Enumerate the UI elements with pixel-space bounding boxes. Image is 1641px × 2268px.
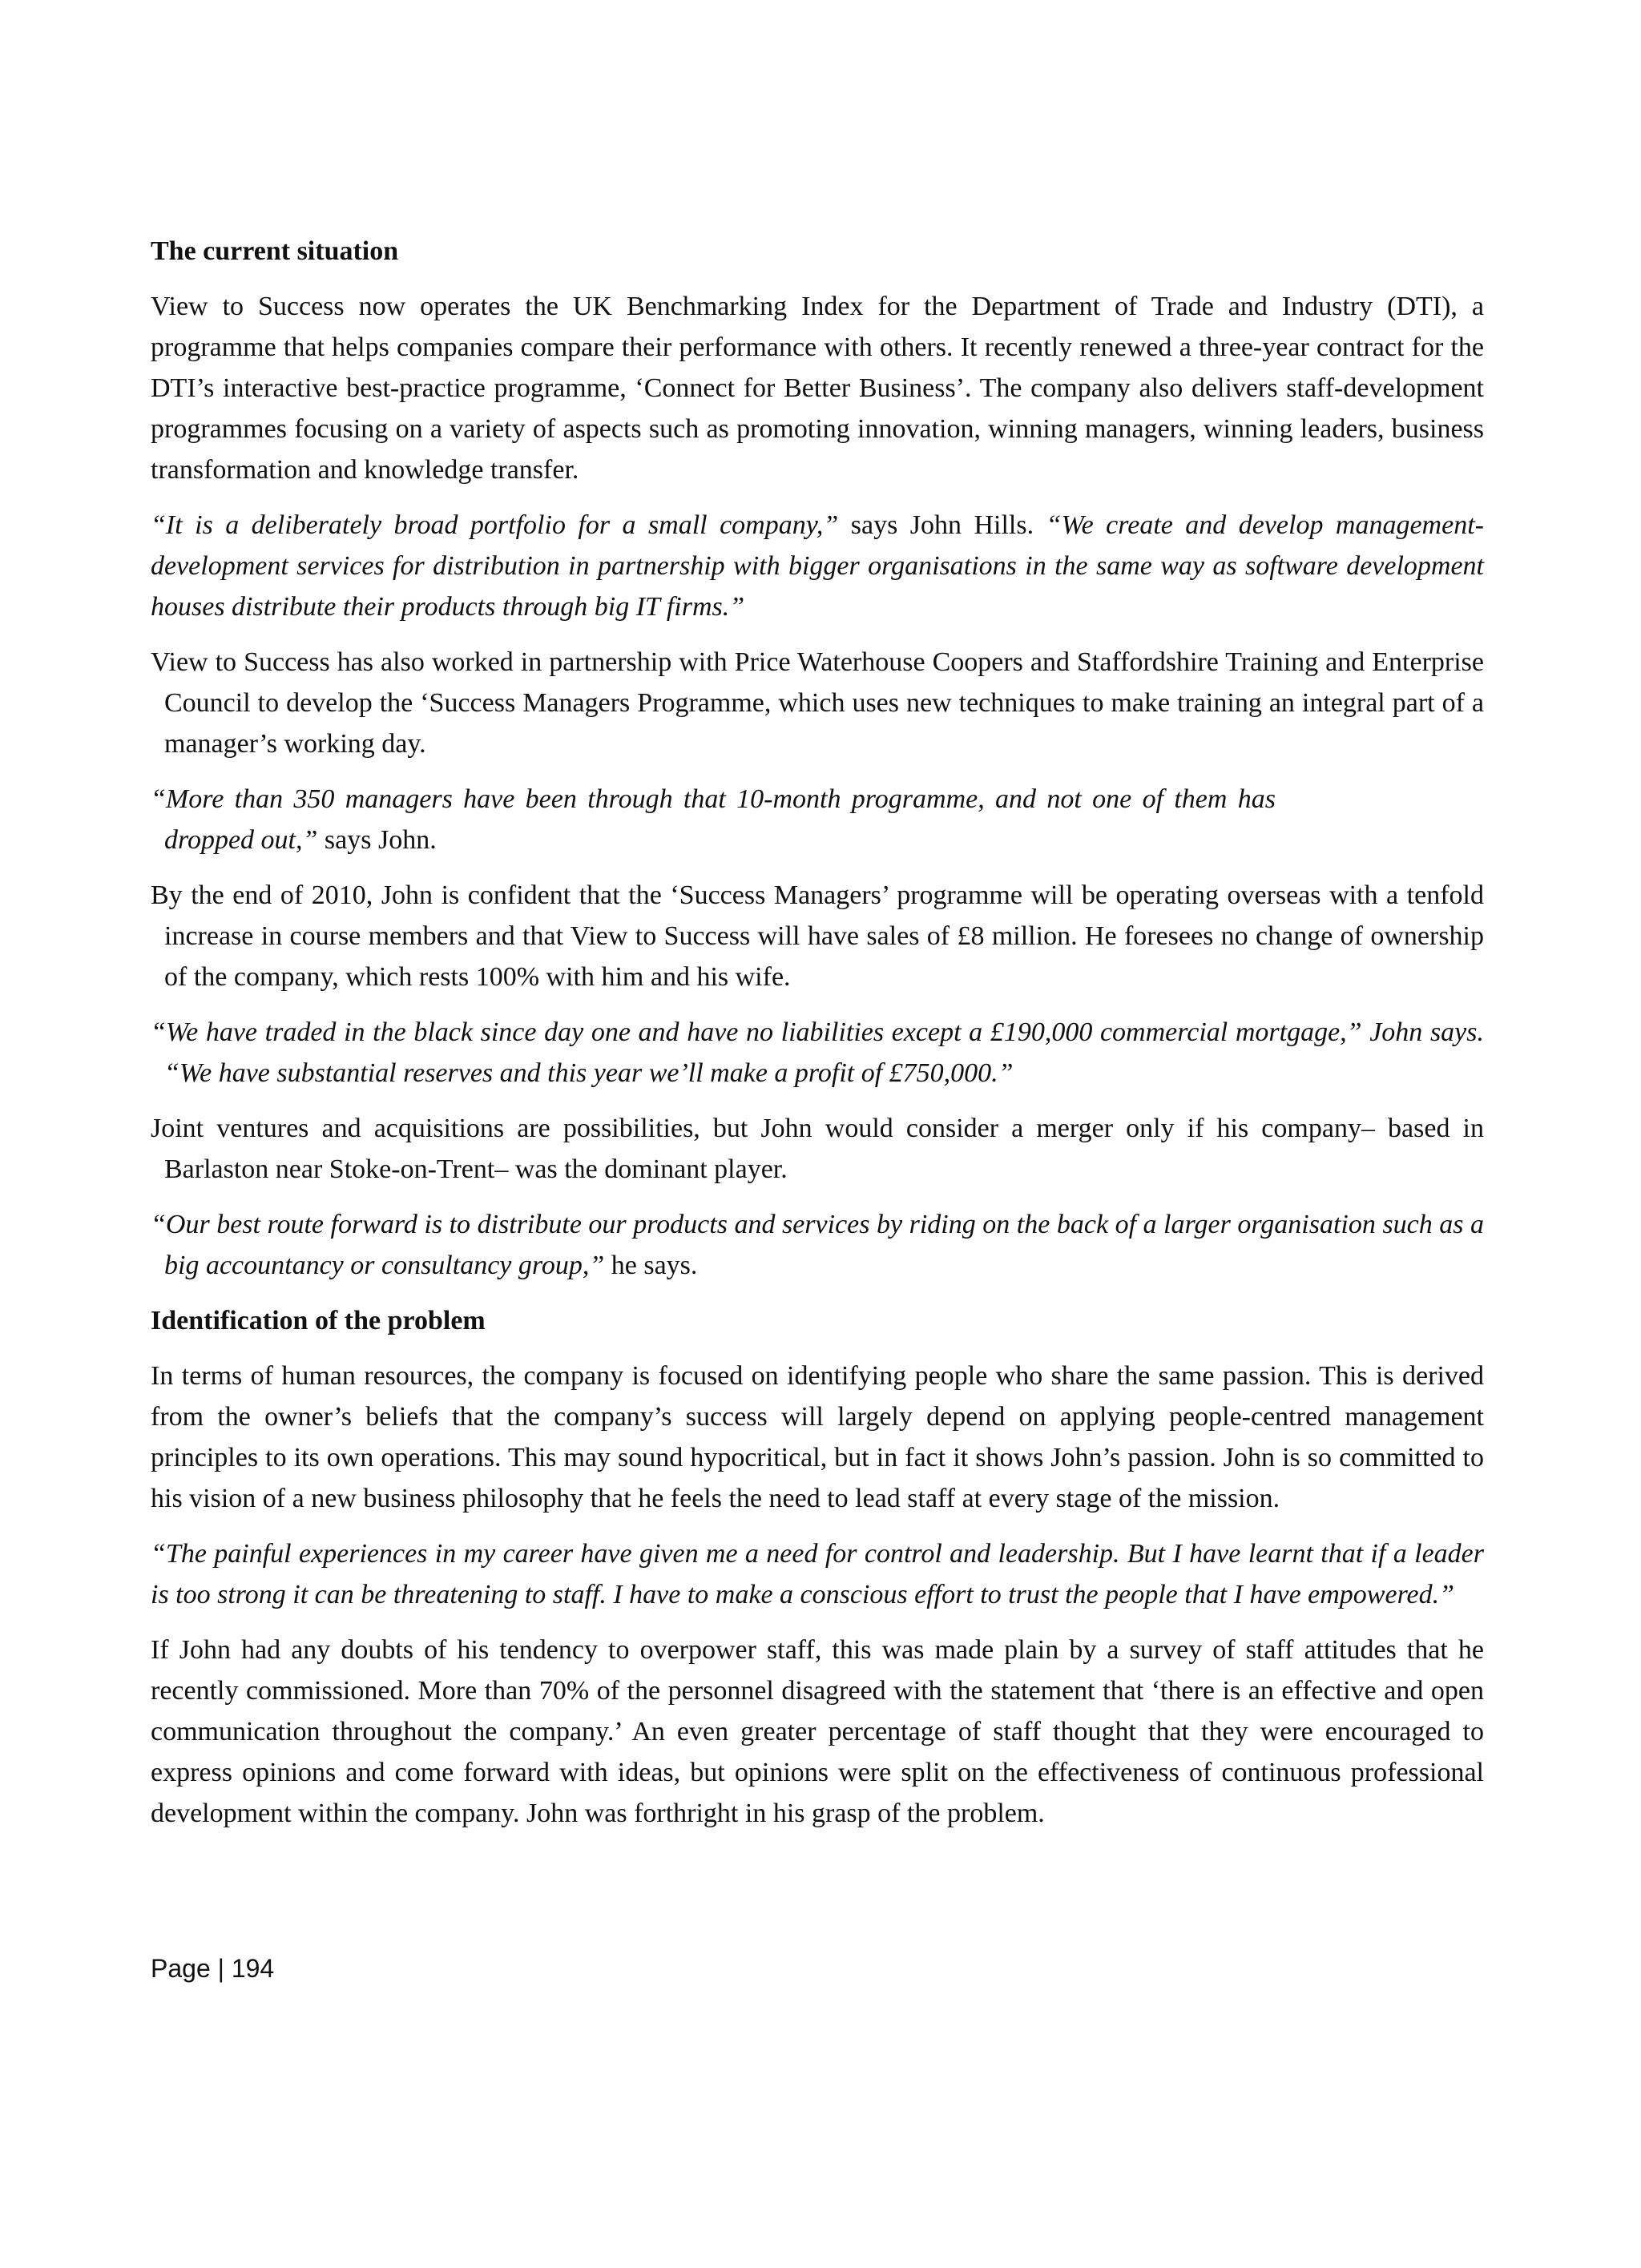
quote-text: “It is a deliberately broad portfolio for a small company,” <box>151 510 839 540</box>
quote-painful-experiences: “The painful experiences in my career have given me a need for control and leadership. But I have learnt that if a leader is too strong it can be threatening to staff. I have to make a conscious effort to trust the people that I have empowered.” <box>151 1539 1484 1609</box>
paragraph-partnership: View to Success has also worked in partnership with Price Waterhouse Coopers and Staffordshire Training and Enterprise Council to develop the ‘Success Managers Programme, which uses new techniques to make training an integral part of a manager’s working day. <box>151 647 1484 759</box>
quote-managers <box>151 779 1484 860</box>
paragraph-human-resources: In terms of human resources, the company is focused on identifying people who share the same passion. This is derived from the owner’s beliefs that the company’s success will largely depend on applying people-centred management principles to its own operations. This may sound hypocritical, but in fact it shows John’s passion. John is so committed to his vision of a new business philosophy that he feels the need to lead staff at every stage of the mission. <box>151 1361 1484 1513</box>
quote-text: “More than 350 managers have been through that 10-month programme, and not one of them has dropped out,” <box>151 784 1276 855</box>
quote-text: “We create and develop management-development services for distribution in partnership with bigger organisations in the same way as software development houses distribute their products through big IT firms.” <box>151 510 1484 622</box>
section-heading-current-situation: The current situation <box>151 236 399 266</box>
paragraph-joint-ventures: Joint ventures and acquisitions are possibilities, but John would consider a merger only if his company– based in Barlaston near Stoke-on-Trent– was the dominant player. <box>151 1114 1484 1184</box>
paragraph-2010-forecast: By the end of 2010, John is confident that the ‘Success Managers’ programme will be operating overseas with a tenfold increase in course members and that View to Success will have sales of £8 million. He foresees no change of ownership of the company, which rests 100% with him and his wife. <box>151 880 1484 992</box>
paragraph-staff-survey: If John had any doubts of his tendency to overpower staff, this was made plain by a survey of staff attitudes that he recently commissioned. More than 70% of the personnel disagreed with the statement that ‘there is an effective and open communication throughout the company.’ An even greater percentage of staff thought that they were encouraged to express opinions and come forward with ideas, but opinions were split on the effectiveness of continuous professional development within the company. John was forthright in his grasp of the problem. <box>151 1635 1484 1828</box>
attribution-text: he says. <box>604 1251 698 1280</box>
attribution-text: says John. <box>317 825 437 855</box>
page-number: Page | 194 <box>151 1954 275 1983</box>
quote-broad-portfolio <box>151 505 1484 627</box>
paragraph-benchmarking: View to Success now operates the UK Benchmarking Index for the Department of Trade and Industry (DTI), a programme that helps companies compare their performance with others. It recently renewed a three-year contract for the DTI’s interactive best-practice programme, ‘Connect for Better Business’. The company also delivers staff-development programmes focusing on a variety of aspects such as promoting innovation, winning managers, winning leaders, business transformation and knowledge transfer. <box>151 292 1484 485</box>
section-heading-problem: Identification of the problem <box>151 1306 486 1335</box>
attribution-text: says John Hills. <box>838 510 1046 540</box>
quote-black: “We have traded in the black since day one and have no liabilities except a £190,000 commercial mortgage,” John says. “We have substantial reserves and this year we’ll make a profit of £750,000.” <box>151 1017 1484 1088</box>
document-page <box>151 231 1484 1834</box>
quote-text: “Our best route forward is to distribute our products and services by riding on the back of a larger organisation such as a big accountancy or consultancy group,” <box>151 1210 1484 1280</box>
quote-route-forward <box>151 1204 1484 1286</box>
